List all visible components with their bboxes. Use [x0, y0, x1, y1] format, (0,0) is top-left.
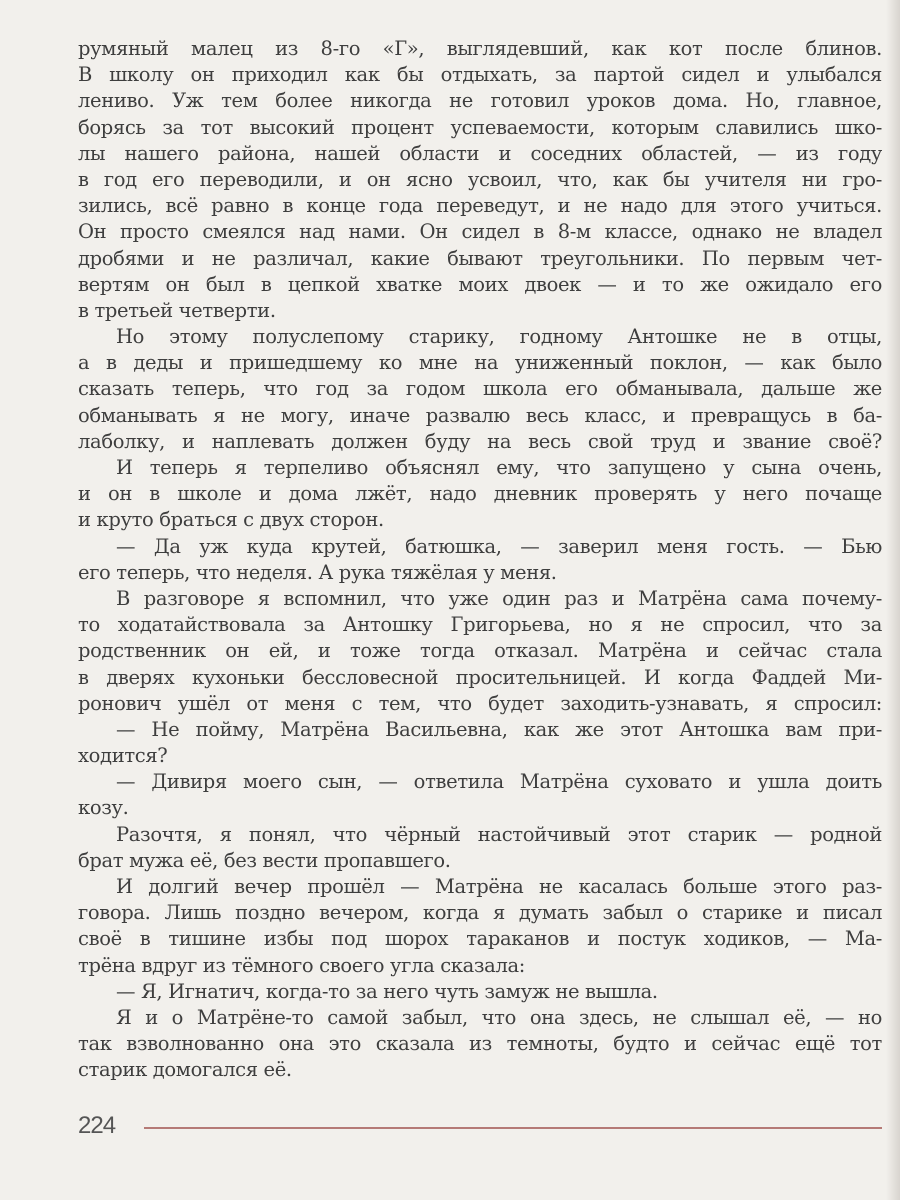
text-line: Разочтя, я понял, что чёрный настойчивый этот старик — родной [116, 822, 882, 846]
footer-rule [144, 1127, 882, 1129]
text-line: а в деды и пришедшему ко мне на униженный поклон, — как было [78, 351, 882, 375]
text-line: дробями и не различал, какие бывают треугольники. По первым чет- [78, 246, 882, 270]
text-line: и он в школе и дома лжёт, надо дневник проверять у него почаще [78, 482, 882, 506]
text-line: в год его переводили, и он ясно усвоил, что, как бы учителя ни гро- [78, 167, 882, 191]
page-body-text [78, 36, 882, 1084]
text-line: брат мужа её, без вести пропавшего. [78, 848, 451, 872]
text-line: лениво. Уж тем более никогда не готовил уроков дома. Но, главное, [78, 89, 882, 113]
text-line: — Да уж куда крутей, батюшка, — заверил меня гость. — Бью [116, 534, 882, 558]
text-line: Но этому полуслепому старику, годному Антошке не в отцы, [116, 325, 882, 349]
text-line: ходится? [78, 744, 168, 768]
page-edge-shadow [886, 0, 900, 1200]
page-number: 224 [78, 1112, 116, 1139]
text-line: румяный малец из 8-го «Г», выглядевший, как кот после блинов. [78, 37, 882, 60]
text-line: своё в тишине избы под шорох тараканов и постук ходиков, — Ма- [78, 927, 882, 951]
text-line: трёна вдруг из тёмного своего угла сказала: [78, 953, 525, 977]
text-line: зились, всё равно в конце года переведут, и не надо для этого учиться. [78, 194, 882, 218]
text-line: лаболку, и наплевать должен буду на весь свой труд и звание своё? [78, 429, 882, 453]
text-line: — Не пойму, Матрёна Васильевна, как же этот Антошка вам при- [116, 717, 882, 741]
text-line: Я и о Матрёне-то самой забыл, что она здесь, не слышал её, — но [116, 1005, 882, 1029]
text-line: В школу он приходил как бы отдыхать, за партой сидел и улыбался [78, 63, 882, 87]
text-line: Он просто смеялся над нами. Он сидел в 8-м классе, однако не владел [78, 220, 882, 244]
text-line: вертям он был в цепкой хватке моих двоек — и то же ожидало его [78, 272, 882, 296]
text-line: — Дивиря моего сын, — ответила Матрёна суховато и ушла доить [116, 770, 882, 794]
text-line: родственник он ей, и тоже тогда отказал. Матрёна и сейчас стала [78, 639, 882, 663]
text-line: ронович ушёл от меня с тем, что будет заходить-узнавать, я спросил: [78, 691, 882, 715]
text-line: так взволнованно она это сказала из темноты, будто и сейчас ещё тот [78, 1032, 882, 1056]
text-line: обманывать я не могу, иначе развалю весь класс, и превращусь в ба- [78, 403, 882, 427]
text-line: — Я, Игнатич, когда-то за него чуть замуж не вышла. [116, 979, 658, 1003]
text-line: в третьей четверти. [78, 298, 276, 322]
text-line: лы нашего района, нашей области и соседних областей, — из году [78, 141, 882, 165]
text-line: его теперь, что неделя. А рука тяжёлая у меня. [78, 560, 557, 584]
text-line: И долгий вечер прошёл — Матрёна не касалась больше этого раз- [116, 875, 882, 898]
text-line: борясь за тот высокий процент успеваемости, которым славились шко- [78, 115, 882, 139]
text-line: И теперь я терпеливо объяснял ему, что запущено у сына очень, [116, 456, 882, 479]
text-line: козу. [78, 796, 129, 820]
text-line: в дверях кухоньки бессловесной просительницей. И когда Фаддей Ми- [78, 665, 882, 689]
text-line: и круто браться с двух сторон. [78, 508, 384, 532]
text-line: то ходатайствовала за Антошку Григорьева, но я не спросил, что за [78, 613, 882, 637]
text-line: старик домогался её. [78, 1058, 292, 1082]
text-line: сказать теперь, что год за годом школа его обманывала, дальше же [78, 377, 882, 401]
text-line: В разговоре я вспомнил, что уже один раз и Матрёна сама почему- [116, 586, 882, 610]
text-line: говора. Лишь поздно вечером, когда я думать забыл о старике и писал [78, 901, 882, 925]
